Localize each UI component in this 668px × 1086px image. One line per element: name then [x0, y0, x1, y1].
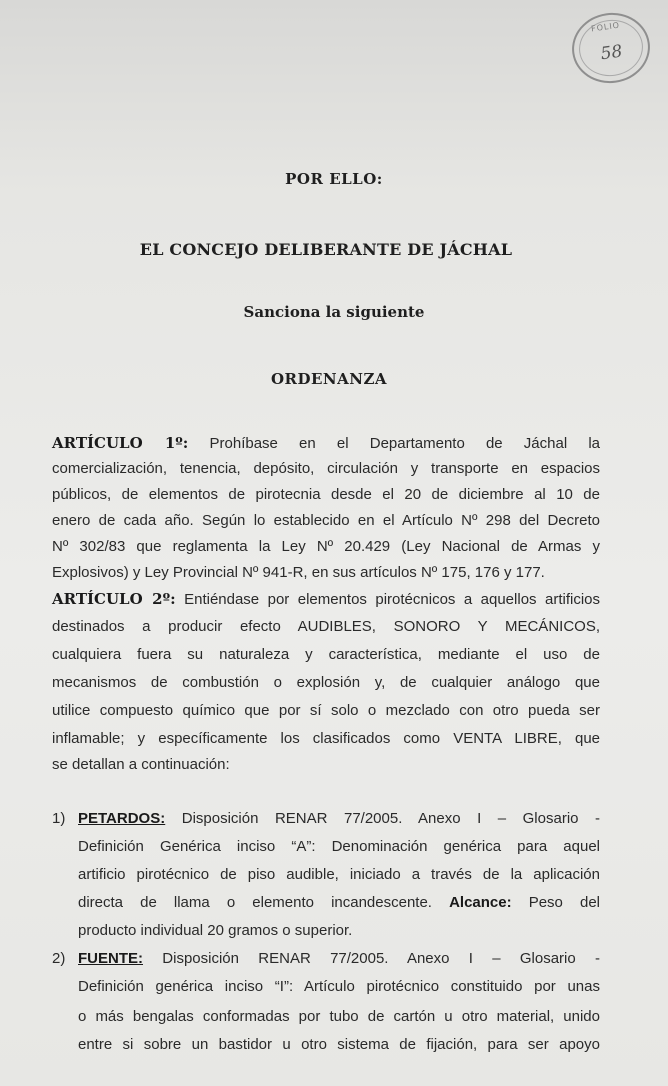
- item-term: PETARDOS:: [78, 810, 166, 827]
- article1-line: enero de cada año. Según lo establecido en el Artículo Nº 298 del Decreto: [52, 512, 600, 529]
- item-line: [78, 946, 600, 972]
- article2-line: mecanismos de combustión o explosión y, de cualquier análogo que: [52, 674, 600, 691]
- article2-line: se detallan a continuación:: [52, 756, 230, 773]
- item-line: entre si sobre un bastidor u otro sistema de fijación, para ser apoyo: [78, 1036, 600, 1053]
- article2-line: utilice compuesto químico que por sí solo o mezclado con otro pueda ser: [52, 702, 600, 719]
- item-text: Disposición RENAR 77/2005. Anexo I – Glosario -: [165, 810, 600, 827]
- article2-text: Entiéndase por elementos pirotécnicos a aquellos artificios: [184, 591, 600, 608]
- article1-line: públicos, de elementos de pirotecnia desde el 20 de diciembre al 10 de: [52, 486, 600, 503]
- article2-line: cualquiera fuera su naturaleza y característica, mediante el uso de: [52, 646, 600, 663]
- item-text: directa de llama o elemento incandescente.: [78, 894, 450, 911]
- article1-line: [52, 430, 600, 456]
- article1-label: ARTÍCULO 1º:: [52, 434, 189, 452]
- item-line: Definición genérica inciso “I”: Artículo pirotécnico constituido por unas: [78, 978, 600, 995]
- item-line: producto individual 20 gramos o superior.: [78, 922, 353, 939]
- item-text: Peso del: [511, 894, 601, 911]
- item-bold-term: Alcance:: [449, 894, 512, 911]
- item-line: o más bengalas conformadas por tubo de cartón u otro material, unido: [78, 1008, 600, 1025]
- item-text: Disposición RENAR 77/2005. Anexo I – Glosario -: [143, 950, 600, 967]
- article2-line: inflamable; y específicamente los clasificados como VENTA LIBRE, que: [52, 730, 600, 747]
- item-term: FUENTE:: [78, 950, 143, 967]
- article1-text: Prohíbase en el Departamento de Jáchal la: [209, 435, 600, 452]
- item-line: Definición Genérica inciso “A”: Denominación genérica para aquel: [78, 838, 600, 855]
- stamp-label: FOLIO: [590, 20, 621, 34]
- item-line: [78, 890, 600, 916]
- heading-ordenanza: ORDENANZA: [270, 370, 388, 388]
- stamp-number: 58: [599, 41, 624, 65]
- item-line: [78, 806, 600, 832]
- heading-por-ello: POR ELLO:: [285, 170, 383, 188]
- article1-line: Explosivos) y Ley Provincial Nº 941-R, en sus artículos Nº 175, 176 y 177.: [52, 564, 545, 581]
- heading-concejo: EL CONCEJO DELIBERANTE DE JÁCHAL: [139, 240, 513, 259]
- article1-line: Nº 302/83 que reglamenta la Ley Nº 20.429 (Ley Nacional de Armas y: [52, 538, 600, 555]
- item-number: 2): [52, 950, 66, 967]
- item-number: 1): [52, 810, 66, 827]
- heading-sanciona: Sanciona la siguiente: [243, 303, 425, 321]
- folio-stamp: [568, 8, 655, 88]
- article1-line: comercialización, tenencia, depósito, circulación y transporte en espacios: [52, 460, 600, 477]
- item-line: artificio pirotécnico de piso audible, iniciado a través de la aplicación: [78, 866, 600, 883]
- article2-line: [52, 586, 600, 612]
- article2-line: destinados a producir efecto AUDIBLES, SONORO Y MECÁNICOS,: [52, 618, 600, 635]
- article2-label: ARTÍCULO 2º:: [52, 590, 176, 608]
